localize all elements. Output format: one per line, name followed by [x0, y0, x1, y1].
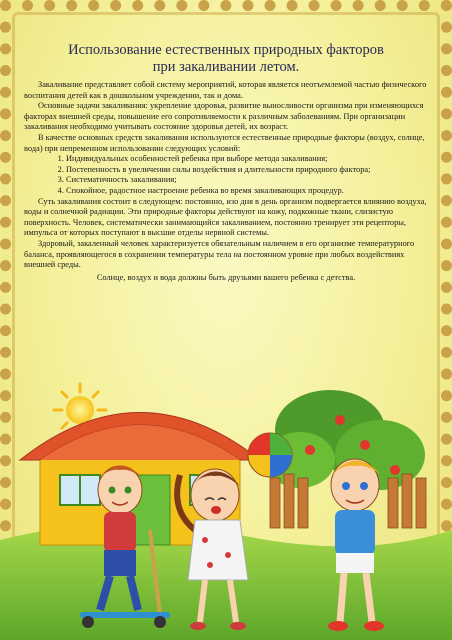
- list-item: 3. Систематичность закаливания;: [66, 175, 428, 186]
- paragraph: В качестве основных средств закаливания используются естественные природные факторы (воздух, солнце, вода) при непременном использовании следующих условий:: [24, 132, 425, 153]
- paragraph: Здоровый, закаленный человек характеризуется обязательным наличием в его организме температурного баланса, проявляющегося в сохранении температуры тела на постоянном уровне при любых воздействиях внешней среды.: [24, 238, 415, 270]
- title-line-1: Использование естественных природных факторов: [68, 42, 384, 58]
- illustration: [0, 360, 452, 640]
- title-line-2: при закаливании летом.: [152, 59, 300, 75]
- ball: [248, 433, 292, 477]
- list-item: 2. Постепенность в увеличении силы воздействия и длительности природного фактора;: [66, 165, 428, 176]
- page-title: [24, 42, 428, 76]
- list-item: 1. Индивидуальных особенностей ребенка при выборе метода закаливания;: [66, 154, 428, 165]
- list-item: 4. Спокойное, радостное настроение ребенка во время закаливающих процедур.: [66, 186, 428, 197]
- paragraph: Суть закаливания состоит в следующем: постоянно, изо дня в день организм подвергается влиянию воздуха, воды и солнечной радиации. Эти природные факторы действуют на кожу, подкожные ткани, слизистую поверхность. Человек, систематически занимающийся закаливанием, постоянно тренирует эти рецепторы, импульса от которых поступают в высшие отделы нервной системы.: [24, 196, 427, 238]
- paragraph: Основные задачи закаливания: укрепление здоровья, развитие выносливости организма при изменяющихся факторах внешней среды, повышение его сопротивляемости к различным заболеваниям. При организации закаливания необходимо учитывать состояние здоровья детей, их возраст.: [24, 101, 424, 132]
- closing-line: Солнце, воздух и вода должны быть друзьями вашего ребенка с детства.: [96, 272, 356, 282]
- conditions-list: [24, 154, 428, 196]
- paragraph: Закаливание представляет собой систему мероприятий, которая является неотъемлемой частью физического воспитания детей как в дошкольном учреждении, так и дома.: [24, 80, 427, 100]
- article: [24, 42, 428, 283]
- article-body: [24, 80, 428, 283]
